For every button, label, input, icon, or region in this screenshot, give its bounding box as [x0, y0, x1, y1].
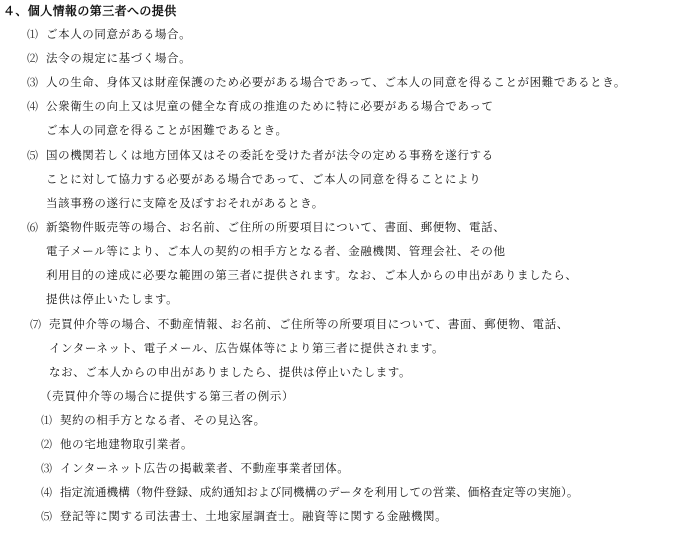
list-item — [30, 317, 569, 332]
item-number: ⑷ — [41, 486, 53, 499]
item-continuation: ことに対して協力する必要がある場合であって、ご本人の同意を得ることにより — [46, 172, 482, 186]
item-text: 売買仲介等の場合、不動産情報、お名前、ご住所等の所要項目について、書面、郵便物、電話、 — [49, 317, 569, 331]
item-continuation: 電子メール等により、ご本人の契約の相手方となる者、金融機関、管理会社、その他 — [46, 244, 506, 258]
item-number: ⑺ — [30, 318, 42, 331]
item-text: ご本人の同意がある場合。 — [46, 27, 192, 41]
item-text: 指定流通機構（物件登録、成約通知および同機構のデータを利用しての営業、価格査定等の実施）。 — [60, 485, 579, 499]
item-number: ⑸ — [41, 510, 53, 523]
examples-heading: （売買仲介等の場合に提供する第三者の例示） — [40, 389, 295, 403]
item-continuation: 提供は停止いたします。 — [46, 292, 179, 306]
list-item — [27, 51, 191, 66]
item-text: インターネット広告の掲載業者、不動産事業者団体。 — [60, 461, 350, 475]
item-text: 新築物件販売等の場合、お名前、ご住所の所要項目について、書面、郵便物、電話、 — [46, 220, 506, 234]
item-text: 人の生命、身体又は財産保護のため必要がある場合であって、ご本人の同意を得ることが困難であるとき。 — [46, 75, 626, 89]
item-continuation: 当該事務の遂行に支障を及ぼすおそれがあるとき。 — [46, 196, 324, 210]
list-item — [27, 75, 626, 90]
item-number: ⑹ — [27, 221, 39, 234]
item-number: ⑴ — [27, 28, 39, 41]
list-item — [27, 148, 494, 163]
section-title: ４、個人情報の第三者への提供 — [3, 4, 177, 18]
item-text: 公衆衛生の向上又は児童の健全な育成の推進のために特に必要がある場合であって — [46, 99, 494, 113]
list-item — [27, 27, 191, 42]
item-number: ⑷ — [27, 100, 39, 113]
item-text: 契約の相手方となる者、その見込客。 — [60, 413, 266, 427]
item-number: ⑵ — [41, 438, 53, 451]
example-item — [41, 413, 266, 428]
item-text: 登記等に関する司法書士、土地家屋調査士。融資等に関する金融機関。 — [60, 509, 448, 523]
item-continuation: インターネット、電子メール、広告媒体等により第三者に提供されます。 — [49, 341, 445, 355]
item-number: ⑸ — [27, 149, 39, 162]
item-number: ⑶ — [27, 76, 39, 89]
item-number: ⑵ — [27, 52, 39, 65]
item-number: ⑴ — [41, 414, 53, 427]
item-continuation: なお、ご本人からの申出がありましたら、提供は停止いたします。 — [49, 365, 412, 379]
item-continuation: ご本人の同意を得ることが困難であるとき。 — [46, 123, 288, 137]
item-continuation: 利用目的の達成に必要な範囲の第三者に提供されます。なお、ご本人からの申出がありましたら、 — [46, 268, 578, 282]
item-text: 他の宅地建物取引業者。 — [60, 437, 194, 451]
example-item — [41, 509, 447, 524]
list-item — [27, 99, 494, 114]
list-item — [27, 220, 505, 235]
item-text: 法令の規定に基づく場合。 — [46, 51, 192, 65]
example-item — [41, 461, 349, 476]
example-item — [41, 485, 579, 500]
example-item — [41, 437, 193, 452]
item-text: 国の機関若しくは地方団体又はその委託を受けた者が法令の定める事務を遂行する — [46, 148, 494, 162]
item-number: ⑶ — [41, 462, 53, 475]
